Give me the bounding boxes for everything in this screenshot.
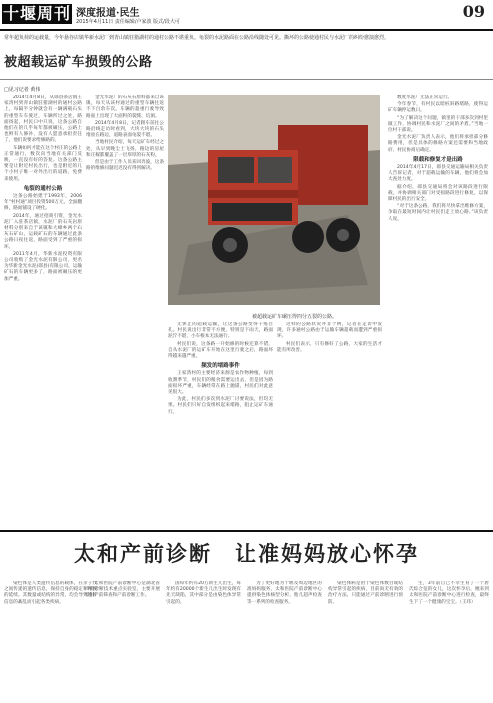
paragraph: 为此，村民们多次到水泥厂讨要说法，但均无果。村民们只好自发组织起来堵路，阻止运矿车通行。 — [168, 397, 273, 415]
subheading: 限载和修复才是出路 — [413, 156, 463, 163]
paragraph: 为了更好地为十堰及周边地区的准妈妈服务，太和医院产前诊断中心提供染色体核型分析、胎儿超声检查等一系列的检查服务。 — [247, 581, 322, 605]
paragraph: 这样的公路状况并非个例，记者在走访中发现，许多通村公路由于运输车辆超载而遭到严重损坏。 — [277, 322, 382, 340]
paragraph: 2014年4月17日，郧县交通运输局相关负责人告诉记者，对于超载运输的车辆，他们将会加大查处力度。 — [388, 165, 488, 183]
page-header — [0, 0, 493, 30]
header-rule — [0, 29, 493, 31]
paragraph: 据介绍，郧县交通局将会对该路段进行限载，并协调相关部门对受损路段进行修复，以保障村民的出行安全。 — [388, 184, 488, 203]
paragraph: “为了解决这个问题，镇里的干部多次到村里做工作，协调村民和水泥厂之间的矛盾。”当地一位村干部说。 — [388, 115, 488, 134]
article-column-3 — [168, 322, 273, 527]
article-column-2 — [86, 95, 164, 525]
story2-column-5 — [328, 581, 403, 699]
paragraph: 当地村民介绍，每天运矿车经过之处，从早到晚尘土飞扬，路边的房屋和庄稼都覆盖了一层厚厚的石灰粉。 — [86, 140, 164, 158]
story-headline: 被超载运矿车损毁的公路 — [4, 55, 153, 70]
paragraph: 村民们表示，只有修好了公路，大家的生活才能有所改善。 — [277, 341, 382, 353]
article-column-5 — [388, 95, 488, 527]
subheading: 频发的堵路事件 — [201, 363, 240, 370]
truck-illustration — [168, 95, 380, 305]
masthead: 十堰周刊 — [2, 4, 71, 23]
story2-column-6 — [409, 581, 489, 699]
story2-column-2 — [85, 581, 160, 699]
section-divider — [0, 530, 493, 532]
story2-headline: 太和产前诊断 让准妈妈放心怀孕 — [74, 541, 419, 566]
section-title: 深度报道·民生 — [76, 8, 140, 19]
photo-caption: 被超载运矿车碾压得四分五裂的公路。 — [252, 314, 338, 320]
paragraph: 2011年4月，华新水泥投资有限公司收购了金光水泥有限公司，更名为华新金光水泥(郧县)有限公司，运输矿石的车辆更多了，路面被碾压的更加严重。 — [4, 251, 82, 282]
paragraph: 数度水泥厂无法正常运行。 — [397, 95, 453, 100]
paragraph: 车辆如何才能在这个村庄的公路上正常通行，数次向当地有关部门反映，一直没有好的答复。这条公路主要是让附近村民出行，也是附近的几个小村子唯一对外出行的道路，免费来使用。 — [4, 145, 82, 182]
story2-column-1 — [4, 581, 97, 699]
paragraph: 但是由于工作人员来回奔波，这条路的维修问题迟迟没有得到解决。 — [86, 160, 164, 172]
paragraph: 今年春节，有村民以暗桩斜路堵路，使得运矿车辆停运数日。 — [388, 102, 488, 114]
issue-info: 2015年4月11日 责任编辑/卢家波 版式/段大可 — [76, 19, 180, 25]
paragraph: “对于这条公路，我们将尽快拿出维修方案，争取在最短时间内让村民们走上放心路。”该负责人说。 — [388, 204, 488, 222]
paragraph: 太和医院产前诊断中心是湖北省产前诊断技术重点实验室，主要开展孕妇产前筛查和产前诊断工作。 — [85, 581, 160, 599]
story-lead: 常年超负荷的运载量，今年悬谷店镇华新水泥厂到青山镇驻猪湖村的通村公路不堪重负。龟裂的水泥路面在公路沿线随处可见。撕坏的公路使通村民与水泥厂的纠纷愈演愈烈。 — [4, 35, 390, 41]
headline-rule — [0, 79, 493, 80]
truck-photo — [168, 95, 380, 305]
article-column-1 — [4, 95, 82, 525]
paragraph: 这条公路始建于1993年，2006年“村村通”项目投资500万元，全面翻修，路面铺设了硬化。 — [4, 194, 82, 212]
paragraph: 染色体是人类遗传信息的载体，在亲子代之间传递的遗传信息，保持自身的稳定和种族的延续。其数量或结构的异常，均会导致遗传信息的紊乱而引起各类疾病。 — [4, 581, 97, 605]
paragraph: 生，3年前自己不幸生育了一个唐氏综合征的女儿，这次怀孕后，她来到太和医院产前诊断中心进行检查，最终生下了一个健康的宝宝。（王玮） — [409, 581, 489, 605]
page-number: 09 — [462, 2, 485, 21]
paragraph: 染色体病是由于染色体数目或结构异常引起的疾病，目前尚无有效的治疗方法，只能通过产前诊断进行预防。 — [328, 581, 403, 605]
paragraph: 2014年4月8日，从郧县茶店镇王家湾村到青山镇驻猪湖村的通村公路上，每隔半分钟就会有一辆满载石头的重型车车驶过，车辆所过之处，路面扬起，村民口中只说，这条公路自他们在的几乎每年都被碾压，公路上也鲜有人修补，没有人愿意承担责任了，他们说要求给修路的。 — [4, 95, 82, 144]
paragraph: 王家湾村的主要经济来源是农作物种植，每到收割季节，村民们的粮食需要运出去，但是因为路面损坏严重，车辆经常在路上抛锚，村民们对此意见很大。 — [168, 371, 273, 396]
paragraph: 金光水泥厂的石灰石原料都来自该镇，每天从该村通过的重型车辆往返不下百余车次。车辆的超重行驶导致路面上出现了大面积的裂缝、坑洞。 — [86, 95, 164, 119]
paragraph: 国每年约有20万新生儿出生，每年约有20000个新生儿出生时发现有先天缺陷，其中部分是由染色体异常引起的。 — [166, 581, 241, 605]
paragraph: 村民们说，这条路一开始修的时候还算不错，自从水泥厂的运矿车开始在这里行驶之后，路面坏得越来越严重。 — [168, 341, 273, 360]
story2-column-3 — [166, 581, 241, 699]
story2-column-4 — [247, 581, 322, 699]
byline: □见习记者 黄伟 — [4, 87, 41, 93]
article-column-4 — [277, 322, 382, 527]
subheading: 龟裂的通村公路 — [23, 185, 63, 192]
paragraph: 2014年，通过招商引资，金光水泥厂入驻茶店镇，水泥厂的石灰岩原材料分别来自于该镇和大峰乡两个石灰石矿山，运载矿石的车辆通过此条公路日夜往返，路面受到了严重的损坏。 — [4, 213, 82, 250]
paragraph: 无休止的超载运输，让这条公路变得千疮百孔。村民说出行非常不方便，特别是下雨天，路面泥泞不堪，小车根本无法通行。 — [168, 322, 273, 340]
paragraph: 2014年4月8日，记者跟车前往公路沿线走访时看到，大块大块的石头堆放在路边，道路表面龟裂不堪。 — [86, 120, 164, 139]
paragraph: 金光水泥厂负责人表示，他们将承担部分修路费用，但是具体的修路方案还需要和当地政府、村民协商后确定。 — [388, 135, 488, 153]
